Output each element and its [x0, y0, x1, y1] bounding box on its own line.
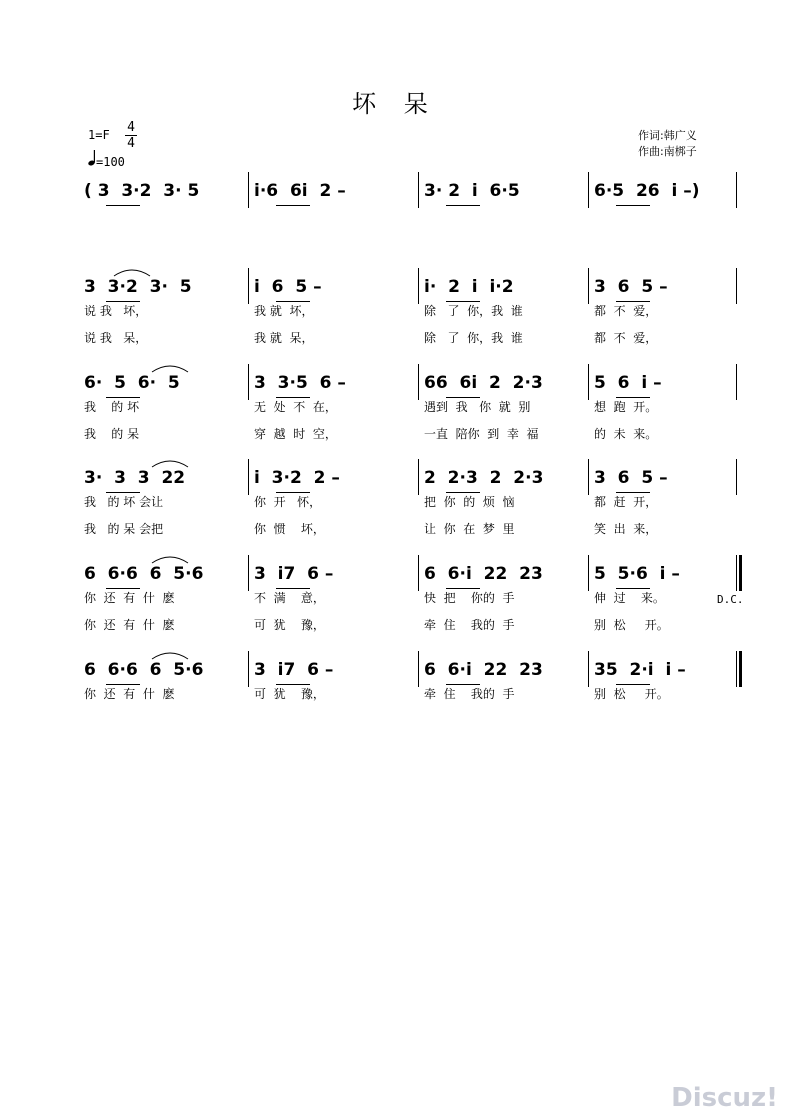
slur-arc — [150, 457, 190, 469]
bar-line — [418, 555, 419, 591]
bar-line — [248, 268, 249, 304]
bar-line — [418, 364, 419, 400]
lyric-text: 你 还 有 什 麽 — [84, 687, 175, 701]
slur-arc — [150, 553, 190, 565]
lyric-text: 你 还 有 什 麽 — [84, 618, 175, 632]
measure-notes: i 6 5 – — [254, 277, 322, 297]
composer: 作曲:南梆子 — [638, 145, 697, 158]
beam-underline — [616, 205, 650, 206]
lyric-text: 把 你 的 烦 恼 — [424, 495, 515, 509]
bar-line — [248, 364, 249, 400]
lyric-text: 伸 过 来。 — [594, 591, 665, 605]
lyric-text: 别 松 开。 — [594, 618, 669, 632]
credits — [638, 128, 697, 160]
bar-line — [248, 459, 249, 495]
lyric-text: 你 开 怀， — [254, 495, 322, 509]
beam-underline — [446, 205, 480, 206]
measure-notes: 35 2·i i – — [594, 660, 686, 680]
lyric-text: 说 我 坏， — [84, 304, 148, 318]
measure-notes: 3 3·2 3· 5 — [84, 277, 192, 297]
measure-notes: 6 6·i 22 23 — [424, 564, 543, 584]
measure-notes: 6 6·6 6 5·6 — [84, 660, 204, 680]
bar-line — [588, 555, 589, 591]
lyric-text: 的 未 来。 — [594, 427, 658, 441]
bar-line — [736, 268, 737, 304]
bar-line — [248, 172, 249, 208]
time-signature-bottom: 4 — [127, 136, 135, 151]
measure-notes: ( 3 3·2 3· 5 — [84, 181, 200, 201]
lyric-text: 都 不 爱， — [594, 304, 658, 318]
time-signature — [124, 120, 138, 151]
lyric-text: 一直 陪你 到 幸 福 — [424, 427, 539, 441]
lyric-text: 都 不 爱， — [594, 331, 658, 345]
lyric-text: 不 满 意， — [254, 591, 325, 605]
beam-underline — [276, 205, 310, 206]
measure-notes: 3 i7 6 – — [254, 660, 334, 680]
lyric-text: 你 还 有 什 麽 — [84, 591, 175, 605]
dc-mark: D.C. — [717, 593, 744, 606]
lyric-text: 别 松 开。 — [594, 687, 669, 701]
measure-notes: 6 6·i 22 23 — [424, 660, 543, 680]
tempo-value: =100 — [96, 155, 125, 169]
measure-notes: 3· 2 i 6·5 — [424, 181, 520, 201]
watermark: Discuz! — [671, 1083, 778, 1113]
lyric-text: 遇到 我 你 就 别 — [424, 400, 531, 414]
slur-arc — [150, 362, 190, 374]
bar-line — [418, 459, 419, 495]
lyric-text: 我 的 呆 — [84, 427, 140, 441]
bar-line — [418, 268, 419, 304]
bar-line — [588, 172, 589, 208]
bar-line — [588, 268, 589, 304]
lyric-text: 都 赶 开， — [594, 495, 658, 509]
lyric-text: 说 我 呆， — [84, 331, 148, 345]
bar-line — [736, 172, 737, 208]
measure-notes: i·6 6i 2 – — [254, 181, 346, 201]
slur-arc — [112, 266, 152, 278]
lyric-text: 无 处 不 在， — [254, 400, 337, 414]
measure-notes: 3 6 5 – — [594, 468, 668, 488]
measure-notes: 3· 3 3 22 — [84, 468, 186, 488]
lyricist: 作词:韩广义 — [638, 129, 697, 142]
bar-line — [248, 555, 249, 591]
measure-notes: 3 3·5 6 – — [254, 373, 346, 393]
lyric-text: 我 的 坏 会让 — [84, 495, 164, 509]
measure-notes: 5 6 i – — [594, 373, 662, 393]
bar-line — [736, 555, 737, 591]
measure-notes: 66 6i 2 2·3 — [424, 373, 543, 393]
measure-notes: 6· 5 6· 5 — [84, 373, 180, 393]
final-bar-line — [739, 555, 742, 591]
lyric-text: 让 你 在 梦 里 — [424, 522, 515, 536]
lyric-text: 牵 住 我的 手 — [424, 618, 515, 632]
measure-notes: 6 6·6 6 5·6 — [84, 564, 204, 584]
slur-arc — [150, 649, 190, 661]
quarter-note-icon — [88, 154, 96, 168]
bar-line — [736, 459, 737, 495]
bar-line — [588, 459, 589, 495]
measure-notes: i· 2 i i·2 — [424, 277, 514, 297]
lyric-text: 可 犹 豫， — [254, 618, 325, 632]
bar-line — [736, 364, 737, 400]
final-bar-line — [739, 651, 742, 687]
lyric-text: 牵 住 我的 手 — [424, 687, 515, 701]
beam-underline — [106, 205, 140, 206]
key-signature: 1=F — [88, 128, 110, 142]
tempo-mark — [88, 154, 125, 169]
lyric-text: 我 就 呆， — [254, 331, 314, 345]
time-signature-top: 4 — [127, 120, 135, 135]
lyric-text: 除 了 你，我 谁 — [424, 304, 523, 318]
measure-notes: i 3·2 2 – — [254, 468, 340, 488]
lyric-text: 快 把 你的 手 — [424, 591, 515, 605]
measure-notes: 6·5 26 i –) — [594, 181, 700, 201]
measure-notes: 3 6 5 – — [594, 277, 668, 297]
lyric-text: 我 就 坏， — [254, 304, 314, 318]
bar-line — [418, 172, 419, 208]
bar-line — [736, 651, 737, 687]
bar-line — [588, 651, 589, 687]
bar-line — [588, 364, 589, 400]
lyric-text: 可 犹 豫， — [254, 687, 325, 701]
lyric-text: 我 的 呆 会把 — [84, 522, 164, 536]
measure-notes: 2 2·3 2 2·3 — [424, 468, 544, 488]
lyric-text: 想 跑 开。 — [594, 400, 658, 414]
measure-notes: 3 i7 6 – — [254, 564, 334, 584]
lyric-text: 笑 出 来， — [594, 522, 658, 536]
song-title: 坏 呆 — [352, 90, 438, 118]
bar-line — [418, 651, 419, 687]
lyric-text: 除 了 你，我 谁 — [424, 331, 523, 345]
lyric-text: 我 的 坏 — [84, 400, 140, 414]
lyric-text: 穿 越 时 空， — [254, 427, 337, 441]
measure-notes: 5 5·6 i – — [594, 564, 680, 584]
lyric-text: 你 惯 坏， — [254, 522, 325, 536]
bar-line — [248, 651, 249, 687]
